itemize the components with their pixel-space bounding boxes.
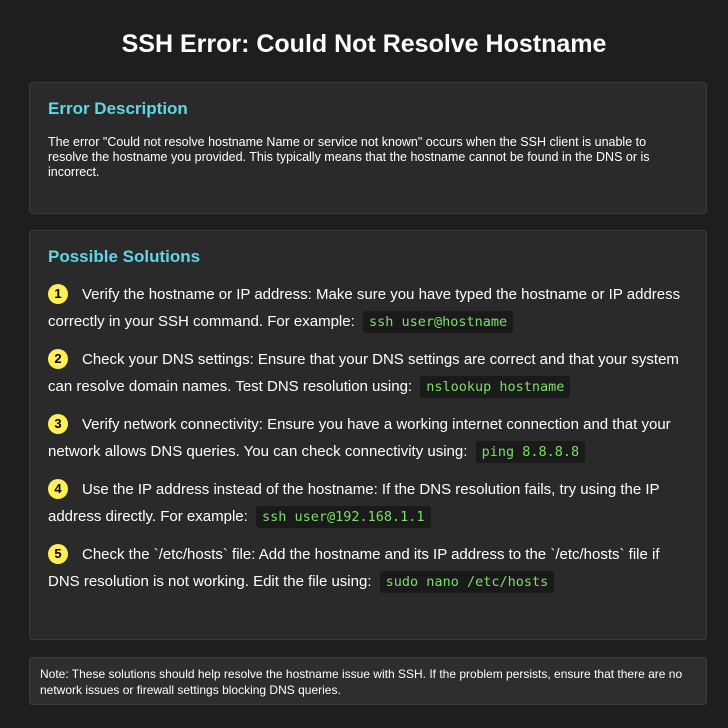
solution-text: Verify the hostname or IP address: Make sure you have typed the hostname or IP address correctly in your SSH command. For example: <box>48 286 681 330</box>
code-snippet: ssh user@hostname <box>363 311 513 333</box>
step-number-badge: 5 <box>48 544 68 564</box>
solutions-list <box>48 281 688 596</box>
solution-item-3 <box>48 411 688 466</box>
solution-item-1 <box>48 281 688 336</box>
solution-text: Verify network connectivity: Ensure you have a working internet connection and that your network allows DNS queries. You can check connectivity using: <box>48 416 671 460</box>
code-snippet: ping 8.8.8.8 <box>476 441 586 463</box>
code-snippet: nslookup hostname <box>420 376 570 398</box>
step-number-badge: 4 <box>48 479 68 499</box>
solution-text: Check the `/etc/hosts` file: Add the hostname and its IP address to the `/etc/hosts` file if DNS resolution is not working. Edit the file using: <box>48 546 660 590</box>
step-number-badge: 2 <box>48 349 68 369</box>
solution-item-5 <box>48 541 688 596</box>
possible-solutions-card <box>29 230 707 640</box>
step-number-badge: 3 <box>48 414 68 434</box>
possible-solutions-heading: Possible Solutions <box>48 247 201 266</box>
code-snippet: ssh user@192.168.1.1 <box>256 506 431 528</box>
solution-item-2 <box>48 346 688 401</box>
solution-item-4 <box>48 476 688 531</box>
error-description-text: The error "Could not resolve hostname Name or service not known" occurs when the SSH client is unable to resolve the hostname you provided. This typically means that the hostname cannot be found in the DNS or is incorrect. <box>48 135 650 179</box>
code-snippet: sudo nano /etc/hosts <box>380 571 555 593</box>
error-description-heading: Error Description <box>48 99 188 118</box>
solution-text: Check your DNS settings: Ensure that your DNS settings are correct and that your system can resolve domain names. Test DNS resolution using: <box>48 351 679 395</box>
error-description-card <box>29 82 707 214</box>
note-box: Note: These solutions should help resolve the hostname issue with SSH. If the problem persists, ensure that there are no network issues or firewall settings blocking DNS queries. <box>29 657 707 705</box>
page-title: SSH Error: Could Not Resolve Hostname <box>121 30 607 58</box>
step-number-badge: 1 <box>48 284 68 304</box>
solution-text: Use the IP address instead of the hostname: If the DNS resolution fails, try using the IP address directly. For example: <box>48 481 660 525</box>
